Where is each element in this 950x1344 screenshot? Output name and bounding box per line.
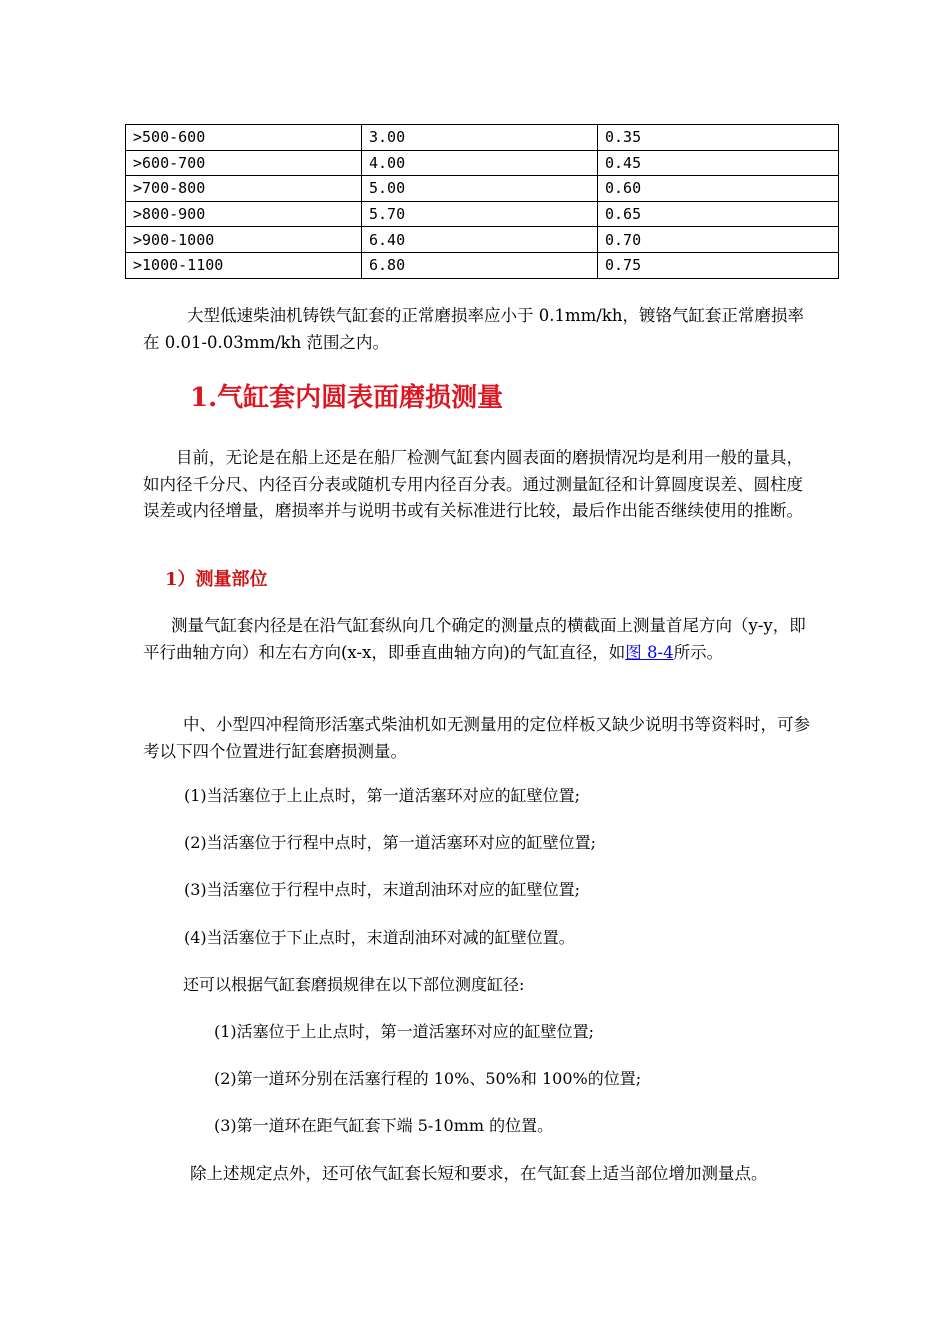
table-row — [126, 252, 839, 278]
table-row — [126, 176, 839, 202]
table-cell: 0.75 — [598, 252, 839, 278]
table-row — [126, 125, 839, 151]
intro-paragraph: 目前，无论是在船上还是在船厂检测气缸套内圆表面的磨损情况均是利用一般的量具，如内径千分尺、内径百分表或随机专用内径百分表。通过测量缸径和计算圆度误差、圆柱度误差或内径增量，磨损率并与说明书或有关标准进行比较，最后作出能否继续使用的推断。 — [143, 448, 803, 520]
list-item: (1)当活塞位于上止点时，第一道活塞环对应的缸壁位置; — [184, 786, 581, 805]
table-cell: >900-1000 — [126, 227, 362, 253]
list-item: (1)活塞位于上止点时，第一道活塞环对应的缸壁位置; — [214, 1022, 595, 1041]
table-cell: 0.35 — [598, 125, 839, 151]
section-heading: 1.气缸套内圆表面磨损测量 — [190, 383, 504, 413]
table-cell: 3.00 — [362, 125, 598, 151]
small-engine-paragraph: 中、小型四冲程筒形活塞式柴油机如无测量用的定位样板又缺少说明书等资料时，可参考以下四个位置进行缸套磨损测量。 — [143, 715, 810, 761]
table-cell: 0.70 — [598, 227, 839, 253]
list-item: (3)第一道环在距气缸套下端 5-10mm 的位置。 — [214, 1116, 554, 1135]
wear-rate-paragraph: 大型低速柴油机铸铁气缸套的正常磨损率应小于 0.1mm/kh，镀铬气缸套正常磨损率在 0.01-0.03mm/kh 范围之内。 — [143, 306, 804, 352]
list-item: (2)第一道环分别在活塞行程的 10%、50%和 100%的位置; — [214, 1069, 642, 1088]
table-cell: 0.65 — [598, 201, 839, 227]
table-cell: >500-600 — [126, 125, 362, 151]
figure-link[interactable]: 图 8-4 — [625, 642, 674, 662]
table-cell: 0.45 — [598, 150, 839, 176]
position-text-before: 测量气缸套内径是在沿气缸套纵向几个确定的测量点的横截面上测量首尾方向（y-y，即平行曲轴方向）和左右方向(x-x，即垂直曲轴方向)的气缸直径，如 — [143, 616, 806, 662]
list-item: (4)当活塞位于下止点时，末道刮油环对减的缸壁位置。 — [184, 928, 575, 947]
table-cell: 0.60 — [598, 176, 839, 202]
table-cell: 5.70 — [362, 201, 598, 227]
table-row — [126, 227, 839, 253]
table-cell: 4.00 — [362, 150, 598, 176]
final-paragraph: 除上述规定点外，还可依气缸套长短和要求，在气缸套上适当部位增加测量点。 — [190, 1164, 768, 1183]
table-cell: 5.00 — [362, 176, 598, 202]
list-item: (2)当活塞位于行程中点时，第一道活塞环对应的缸壁位置; — [184, 833, 597, 852]
also-paragraph: 还可以根据气缸套磨损规律在以下部位测度缸径: — [183, 975, 525, 994]
table-cell: >1000-1100 — [126, 252, 362, 278]
table-cell: >700-800 — [126, 176, 362, 202]
table-cell: >800-900 — [126, 201, 362, 227]
table-row — [126, 201, 839, 227]
table-cell: >600-700 — [126, 150, 362, 176]
wear-limit-table — [125, 124, 839, 279]
table-cell: 6.40 — [362, 227, 598, 253]
table-cell: 6.80 — [362, 252, 598, 278]
table-row — [126, 150, 839, 176]
position-paragraph — [143, 613, 813, 666]
subsection-heading: 1）测量部位 — [165, 569, 268, 590]
list-item: (3)当活塞位于行程中点时，末道刮油环对应的缸壁位置; — [184, 880, 581, 899]
position-text-after: 所示。 — [673, 642, 724, 662]
wear-table-body — [126, 125, 839, 279]
